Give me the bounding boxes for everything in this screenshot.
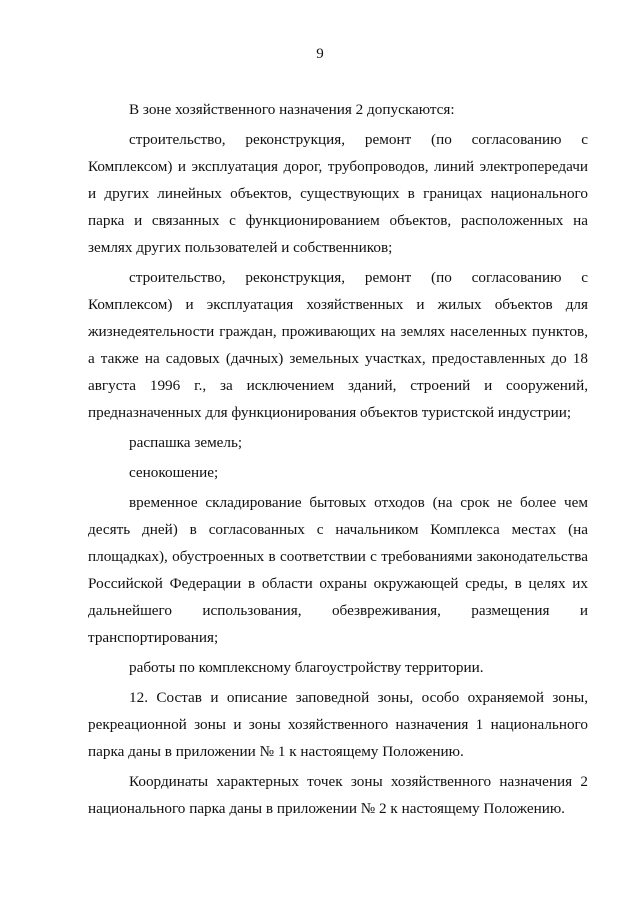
page-number: 9 xyxy=(316,46,324,62)
paragraph-coordinates: Координаты характерных точек зоны хозяйственного назначения 2 национального парка даны в приложении № 2 к настоящему Положению. xyxy=(88,773,588,817)
paragraph-linear-objects: строительство, реконструкция, ремонт (по согласованию с Комплексом) и эксплуатация дорог, трубопроводов, линий электропередачи и других линейных объектов, существующих в границах национального парка и связанных с функционированием объектов, расположенных на землях других пользователей и собственников; xyxy=(88,131,588,256)
paragraph-zone-intro: В зоне хозяйственного назначения 2 допускаются: xyxy=(129,101,455,118)
paragraph-section-12: 12. Состав и описание заповедной зоны, особо охраняемой зоны, рекреационной зоны и зоны хозяйственного назначения 1 национального парка даны в приложении № 1 к настоящему Положению. xyxy=(88,689,588,760)
paragraph-waste-storage: временное складирование бытовых отходов (на срок не более чем десять дней) в согласованных с начальником Комплекса местах (на площадках), обустроенных в соответствии с требованиями законодательства Российской Федерации в области охраны окружающей среды, в целях их дальнейшего использования, обезвреживания, размещения и транспортирования; xyxy=(88,494,588,646)
paragraph-landscaping: работы по комплексному благоустройству территории. xyxy=(129,659,484,676)
paragraph-haymaking: сенокошение; xyxy=(129,464,219,481)
paragraph-residential-objects: строительство, реконструкция, ремонт (по согласованию с Комплексом) и эксплуатация хозяйственных и жилых объектов для жизнедеятельности граждан, проживающих на землях населенных пунктов, а также на садовых (дачных) земельных участках, предоставленных до 18 августа 1996 г., за исключением зданий, строений и сооружений, предназначенных для функционирования объектов туристской индустрии; xyxy=(88,269,588,421)
paragraph-ploughing: распашка земель; xyxy=(129,434,243,451)
document-body xyxy=(88,96,588,822)
